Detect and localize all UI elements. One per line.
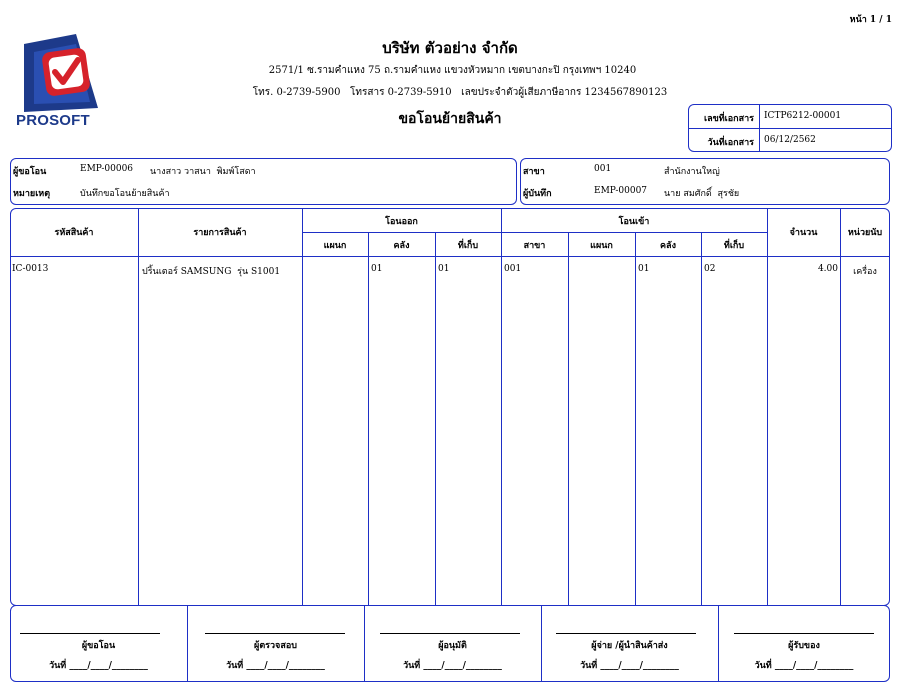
signature-sender-label: ผู้จ่าย /ผู้นำสินค้าส่ง <box>591 641 668 651</box>
recorder-label: ผู้บันทึก <box>523 189 552 199</box>
group-in-header: โอนเข้า <box>618 217 650 227</box>
col-qty-header: จำนวน <box>789 228 818 238</box>
signature-sender-date: วันที่ ____/____/________ <box>580 661 679 671</box>
col-in-branch-header: สาขา <box>523 241 546 251</box>
requester-name: นางสาว วาสนา พิมพ์โสดา <box>150 167 256 177</box>
col-out-wh-header: คลัง <box>393 241 410 251</box>
company-address: 2571/1 ซ.รามคำแหง 75 ถ.รามคำแหง แขวงหัวหมาก เขตบางกะปิ กรุงเทพฯ 10240 <box>268 65 637 76</box>
col-in-dept-header: แผนก <box>590 241 613 251</box>
requester-label: ผู้ขอโอน <box>13 167 47 177</box>
signature-checker-date: วันที่ ____/____/________ <box>226 661 325 671</box>
row-code: IC-0013 <box>12 264 49 274</box>
signature-approver-date: วันที่ ____/____/________ <box>403 661 502 671</box>
col-in-loc-header: ที่เก็บ <box>723 241 745 251</box>
col-desc-header: รายการสินค้า <box>193 228 247 238</box>
row-qty: 4.00 <box>817 264 838 274</box>
signature-receiver-label: ผู้รับของ <box>788 641 820 651</box>
recorder-name: นาย สมศักดิ์ สุรชัย <box>664 189 740 199</box>
row-unit: เครื่อง <box>853 267 877 277</box>
branch-label: สาขา <box>523 167 545 177</box>
requester-code: EMP-00006 <box>80 164 134 174</box>
note-label: หมายเหตุ <box>13 189 51 199</box>
row-out-loc: 01 <box>438 264 450 274</box>
signature-requester-label: ผู้ขอโอน <box>81 641 116 651</box>
branch-name: สำนักงานใหญ่ <box>664 167 720 177</box>
col-code-header: รหัสสินค้า <box>54 228 94 238</box>
signature-checker-label: ผู้ตรวจสอบ <box>254 641 297 651</box>
row-desc: ปริ้นเตอร์ SAMSUNG รุ่น S1001 <box>142 267 281 277</box>
company-contact: โทร. 0-2739-5900 โทรสาร 0-2739-5910 เลขประจำตัวผู้เสียภาษีอากร 1234567890123 <box>252 87 668 98</box>
row-out-wh: 01 <box>371 264 383 274</box>
row-in-wh: 01 <box>638 264 650 274</box>
col-in-wh-header: คลัง <box>660 241 676 251</box>
recorder-code: EMP-00007 <box>594 186 648 196</box>
signature-requester-date: วันที่ ____/____/________ <box>49 661 148 671</box>
note-value: บันทึกขอโอนย้ายสินค้า <box>80 189 170 199</box>
doc-date-label: วันที่เอกสาร <box>707 138 754 148</box>
page-label: หน้า 1 / 1 <box>849 15 892 25</box>
doc-no-label: เลขที่เอกสาร <box>704 114 754 124</box>
row-in-loc: 02 <box>704 264 716 274</box>
col-out-dept-header: แผนก <box>323 241 347 251</box>
group-out-header: โอนออก <box>385 217 418 227</box>
doc-date-value: 06/12/2562 <box>764 135 816 145</box>
document-title: ขอโอนย้ายสินค้า <box>398 111 502 127</box>
logo-text: PROSOFT <box>16 112 90 129</box>
col-out-loc-header: ที่เก็บ <box>457 241 479 251</box>
signature-approver-label: ผู้อนุมัติ <box>438 641 467 651</box>
branch-code: 001 <box>594 164 612 174</box>
signature-receiver-date: วันที่ ____/____/________ <box>754 661 854 671</box>
doc-no-value: ICTP6212-00001 <box>764 111 842 121</box>
col-unit-header: หน่วยนับ <box>847 228 883 238</box>
row-in-branch: 001 <box>504 264 522 274</box>
company-name: บริษัท ตัวอย่าง จำกัด <box>382 39 518 57</box>
